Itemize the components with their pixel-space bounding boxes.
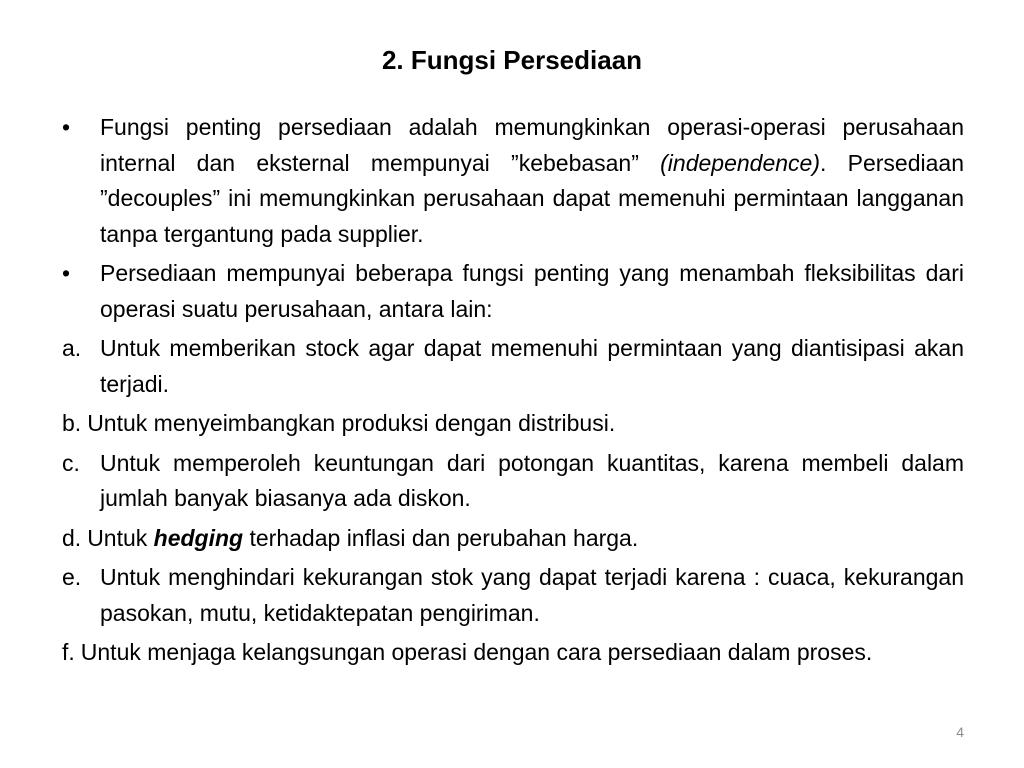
list-item-text: Untuk memperoleh keuntungan dari potongan kuantitas, karena membeli dalam jumlah banyak biasanya ada diskon. [100, 449, 964, 511]
list-item-marker: c. [62, 449, 80, 476]
list-item-text: Untuk memberikan stock agar dapat memenuhi permintaan yang diantisipasi akan terjadi. [100, 335, 964, 397]
bullet-paragraph [62, 110, 964, 252]
slide-title: 2. Fungsi Persediaan [381, 45, 643, 75]
list-item-marker: d. [62, 524, 82, 551]
list-item-text: terhadap inflasi dan perubahan harga. [243, 524, 639, 551]
list-item-text: Untuk menghindari kekurangan stok yang dapat terjadi karena : cuaca, kekurangan pasokan, mutu, ketidaktepatan pengiriman. [100, 564, 964, 626]
list-item-text: Untuk menyeimbangkan produksi dengan distribusi. [87, 410, 616, 436]
page-number: 4 [956, 724, 964, 740]
bullet-text: Fungsi penting persediaan adalah memungkinkan operasi-operasi perusahaan internal dan eksternal mempunyai ”kebebasan” [100, 114, 964, 176]
list-item [62, 446, 964, 517]
bullet-paragraph [62, 256, 964, 327]
list-item-text: Untuk menjaga kelangsungan operasi dengan cara persediaan dalam proses. [80, 639, 873, 665]
slide-body [62, 110, 964, 675]
list-item-marker: a. [62, 335, 82, 361]
list-item [62, 635, 964, 671]
bullet-text: Persediaan mempunyai beberapa fungsi penting yang menambah fleksibilitas dari operasi suatu perusahaan, antara lain: [100, 260, 964, 322]
list-item [62, 406, 964, 442]
list-item-marker: b. [62, 410, 82, 436]
bullet-text: . Persediaan ”decouples” ini memungkinkan perusahaan dapat memenuhi permintaan langganan tanpa tergantung pada supplier. [100, 149, 964, 247]
list-item-marker: f. [62, 639, 75, 665]
list-item-text-emphasis: hedging [153, 524, 244, 551]
list-item-text: Untuk [87, 524, 154, 551]
list-item [62, 521, 964, 557]
bullet-marker: • [62, 114, 71, 140]
bullet-text-italic: (independence) [660, 149, 820, 176]
list-item [62, 560, 964, 631]
list-item-marker: e. [62, 564, 82, 590]
bullet-marker: • [62, 260, 71, 286]
list-item [62, 331, 964, 402]
